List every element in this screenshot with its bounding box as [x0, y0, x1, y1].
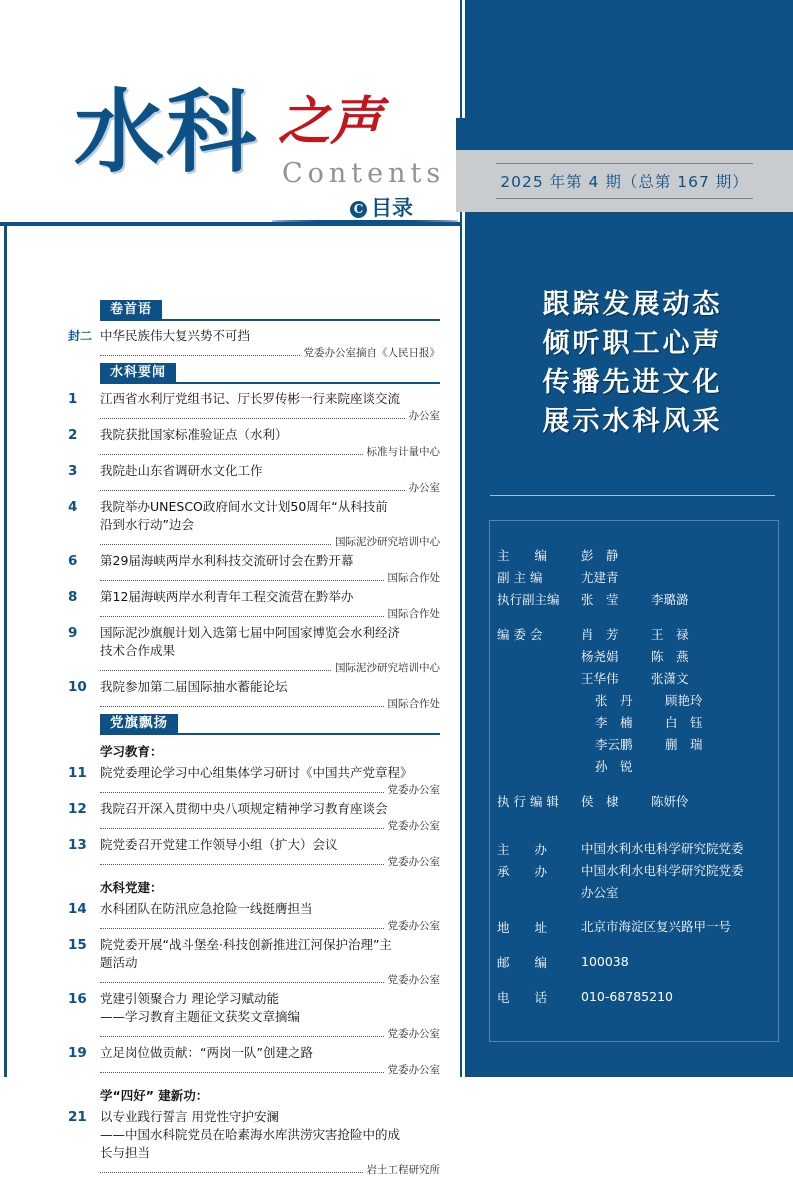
toc-entry[interactable]: [68, 764, 440, 797]
toc-entry-title: [100, 990, 440, 1026]
slogan-line-1: 跟踪发展动态: [542, 289, 723, 320]
source-name: 党委办公室: [387, 856, 440, 868]
issue-label: [456, 150, 793, 212]
toc-entry[interactable]: [68, 678, 440, 711]
toc-section: [68, 714, 440, 1177]
source-name: 党委办公室: [387, 1028, 440, 1040]
leader-dots: [100, 1071, 384, 1073]
toc-page-number: 15: [68, 937, 87, 953]
staff-name: 张 莹: [581, 592, 619, 607]
leader-dots: [100, 1171, 363, 1173]
toc-entry-title: 江西省水利厅党组书记、厅长罗传彬一行来院座谈交流: [100, 391, 401, 406]
toc-section-header: [68, 300, 440, 319]
toc-entry-title: 我院获批国家标准验证点（水利）: [100, 427, 288, 442]
leader-dots: [100, 489, 405, 491]
toc-entry-title-line1: 院党委开展“战斗堡垒·科技创新推进江河保护治理”主: [100, 937, 392, 952]
toc-entry-source: [100, 534, 440, 549]
toc-page-number: 1: [68, 391, 78, 407]
staff-name: 侯 棣: [581, 794, 619, 809]
issue-rule-top: [496, 163, 753, 164]
toc-entry-source: [100, 696, 440, 711]
staff-name: 彭 静: [581, 548, 619, 563]
toc-entry-source: [100, 480, 440, 495]
contents-label-cn: [350, 192, 413, 222]
toc-entry-title-line1: 国际泥沙旗舰计划入选第七届中阿国家博览会水利经济: [100, 625, 401, 640]
toc-page-number: 8: [68, 589, 78, 605]
toc-entry-title-line1: 我院举办UNESCO政府间水文计划50周年“从科技前: [100, 499, 388, 514]
slogan-block: [472, 285, 793, 441]
staff-value: 010-68785210: [581, 989, 673, 1004]
toc-entry-source: [100, 408, 440, 423]
staff-name: 李璐潞: [651, 592, 689, 607]
toc-entry-title: [100, 624, 440, 660]
source-name: 国际合作处: [387, 608, 440, 620]
toc-entry[interactable]: [68, 1108, 440, 1177]
staff-role: [497, 756, 581, 777]
masthead-rule: [0, 222, 460, 226]
source-name: 岩土工程研究所: [366, 1164, 440, 1176]
toc-page-number: 13: [68, 837, 87, 853]
staff-name: 李云鹏: [595, 737, 633, 752]
staff-role: 副 主 编: [497, 570, 543, 585]
toc-section-title: 党旗飘扬: [100, 714, 178, 733]
toc-entry-source: [100, 444, 440, 459]
staff-name: 顾艳玲: [665, 693, 703, 708]
issue-bar-shadow: [456, 118, 793, 150]
staff-row: [497, 712, 771, 733]
source-name: 党委办公室: [387, 974, 440, 986]
toc-entry-title: 院党委理论学习中心组集体学习研讨《中国共产党章程》: [100, 765, 413, 780]
slogan-line-4: 展示水科风采: [542, 406, 723, 437]
toc-subsection-title: 水科党建：: [100, 880, 163, 895]
source-name: 办公室: [408, 482, 440, 494]
staff-row: [497, 917, 771, 938]
staff-value: 中国水利水电科学研究院党委: [581, 863, 744, 878]
staff-row: [497, 987, 771, 1008]
leader-dots: [100, 669, 331, 671]
toc-entry-title-line2: 沿到水行动”边会: [100, 517, 194, 532]
left-margin-rule: [4, 226, 7, 1077]
staff-role: 执行副主编: [497, 592, 560, 607]
staff-row: [497, 545, 771, 566]
staff-row: [497, 861, 771, 882]
staff-name: 张 丹: [595, 693, 633, 708]
leader-dots: [100, 827, 384, 829]
toc-entry[interactable]: [68, 990, 440, 1041]
staff-value: 100038: [581, 954, 629, 969]
toc-section: [68, 300, 440, 360]
toc-entry-source: [100, 660, 440, 675]
toc-section: [68, 363, 440, 711]
source-name: 办公室: [408, 410, 440, 422]
leader-dots: [100, 863, 384, 865]
leader-dots: [100, 1035, 384, 1037]
toc-entry-title: [100, 1108, 440, 1162]
toc-entry-source: [100, 1162, 440, 1177]
toc-page-number: 6: [68, 553, 78, 569]
toc-section-rule: [100, 733, 440, 735]
leader-dots: [100, 354, 300, 356]
staff-row: [497, 839, 771, 860]
staff-role: [497, 883, 581, 903]
toc-entry[interactable]: [68, 936, 440, 987]
toc-entry-source: [100, 918, 440, 933]
toc-entry-source: [100, 972, 440, 987]
staff-row: [497, 589, 771, 610]
toc-page-number: 9: [68, 625, 78, 641]
contents-label-en: Contents: [282, 158, 446, 189]
source-name: 国际合作处: [387, 572, 440, 584]
toc-entry-title: 我院参加第二届国际抽水蓄能论坛: [100, 679, 288, 694]
toc-entry-source: [100, 854, 440, 869]
leader-dots: [100, 981, 384, 983]
toc-entry[interactable]: [68, 624, 440, 675]
toc-page-number: 封二: [68, 329, 93, 343]
staff-row: [497, 883, 771, 903]
toc-page-number: 10: [68, 679, 87, 695]
toc-section-header: [68, 714, 440, 733]
staff-name: 白 钰: [665, 715, 703, 730]
toc-entry[interactable]: [68, 462, 440, 495]
staff-row: [497, 734, 771, 755]
toc-page-number: 2: [68, 427, 78, 443]
toc-entry-title-line2: 技术合作成果: [100, 643, 176, 658]
staff-role: [497, 734, 581, 755]
toc-page-number: 19: [68, 1045, 87, 1061]
source-name: 党委办公室摘自《人民日报》: [303, 347, 440, 359]
toc-entry[interactable]: [68, 552, 440, 585]
leader-dots: [100, 615, 384, 617]
toc-entry-title: [100, 498, 440, 534]
staff-role: 地 址: [497, 920, 548, 935]
toc-page-number: 4: [68, 499, 78, 515]
staff-role: 主 办: [497, 842, 548, 857]
toc-entry-source: [100, 1062, 440, 1077]
staff-role: [497, 712, 581, 733]
staff-role: 电 话: [497, 990, 548, 1005]
staff-row: [497, 567, 771, 588]
toc-page-number: 21: [68, 1109, 87, 1125]
staff-role: 编 委 会: [497, 627, 543, 642]
staff-name: 陈妍伶: [651, 794, 689, 809]
source-name: 党委办公室: [387, 1064, 440, 1076]
source-name: 国际泥沙研究培训中心: [335, 662, 440, 674]
staff-name: 肖 芳: [581, 627, 619, 642]
masthead: [60, 80, 460, 220]
toc-entry-title: 我院召开深入贯彻中央八项规定精神学习教育座谈会: [100, 801, 388, 816]
toc-entry-title: 第29届海峡两岸水利科技交流研讨会在黔开幕: [100, 553, 354, 568]
staff-row: [497, 668, 771, 689]
staff-row: [497, 624, 771, 645]
toc-entry-title: 立足岗位做贡献：“两岗一队”创建之路: [100, 1045, 313, 1060]
contents-label-cn-text: 目录: [371, 196, 413, 220]
toc-page-number: 14: [68, 901, 87, 917]
toc-entry[interactable]: [68, 426, 440, 459]
toc-entry-title: 院党委召开党建工作领导小组（扩大）会议: [100, 837, 338, 852]
staff-list: [497, 545, 771, 1009]
toc-entry-title-line2: ——中国水科院党员在哈素海水库洪涝灾害抢险中的成: [100, 1127, 401, 1142]
staff-value: 办公室: [581, 885, 619, 900]
magazine-title-accent: 之声: [278, 91, 383, 152]
slogan-line-2: 倾听职工心声: [542, 328, 723, 359]
staff-role: 承 办: [497, 864, 548, 879]
slogan-divider: [490, 495, 775, 496]
toc-subsection-title: 学习教育：: [100, 744, 163, 759]
toc-entry-source: [100, 345, 440, 360]
staff-name: 蒯 瑞: [665, 737, 703, 752]
staff-row: [497, 646, 771, 667]
source-name: 党委办公室: [387, 920, 440, 932]
toc-entry-source: [100, 570, 440, 585]
toc-section-title: 卷首语: [100, 300, 162, 319]
source-name: 国际合作处: [387, 698, 440, 710]
staff-row: [497, 756, 771, 777]
slogan-line-3: 传播先进文化: [542, 367, 723, 398]
toc-entry[interactable]: [68, 900, 440, 933]
staff-name: 尤建青: [581, 570, 619, 585]
source-name: 党委办公室: [387, 820, 440, 832]
toc-entry-title-line2: 题活动: [100, 955, 138, 970]
toc-entry-title: 第12届海峡两岸水利青年工程交流营在黔举办: [100, 589, 354, 604]
staff-name: 张潇文: [651, 671, 689, 686]
leader-dots: [100, 927, 384, 929]
leader-dots: [100, 417, 405, 419]
toc-entry-source: [100, 1026, 440, 1041]
c-mark-icon: C: [350, 201, 367, 218]
staff-name: 陈 燕: [651, 649, 689, 664]
staff-value: 北京市海淀区复兴路甲一号: [581, 919, 732, 934]
source-name: 国际泥沙研究培训中心: [335, 536, 440, 548]
toc-subsection-title: 学“四好” 建新功：: [100, 1088, 209, 1103]
staff-row: [497, 952, 771, 973]
leader-dots: [100, 791, 384, 793]
staff-row: [497, 690, 771, 711]
toc-entry-title: [100, 936, 440, 972]
staff-role: [497, 690, 581, 711]
toc-section-header: [68, 363, 440, 382]
leader-dots: [100, 453, 363, 455]
source-name: 党委办公室: [387, 784, 440, 796]
toc-page-number: 11: [68, 765, 87, 781]
table-of-contents: [68, 300, 440, 1180]
toc-entry[interactable]: [68, 390, 440, 423]
toc-entry-title: 水科团队在防汛应急抢险一线挺膺担当: [100, 901, 313, 916]
toc-entry-source: [100, 782, 440, 797]
toc-entry-title-line2: ——学习教育主题征文获奖文章摘编: [100, 1009, 301, 1024]
toc-section-rule: [100, 382, 440, 384]
staff-value: 中国水利水电科学研究院党委: [581, 841, 744, 856]
staff-name: 孙 锐: [595, 759, 633, 774]
issue-text: 2025 年第 4 期（总第 167 期）: [500, 173, 749, 191]
staff-role: [497, 646, 581, 667]
toc-page-number: 3: [68, 463, 78, 479]
toc-entry-source: [100, 818, 440, 833]
toc-entry[interactable]: [68, 327, 440, 360]
staff-name: 李 楠: [595, 715, 633, 730]
staff-name: 王 禄: [651, 627, 689, 642]
toc-section-title: 水科要闻: [100, 363, 176, 382]
toc-entry[interactable]: [68, 498, 440, 549]
toc-entry-title-line1: 党建引领聚合力 理论学习赋动能: [100, 991, 279, 1006]
toc-page-number: 12: [68, 801, 87, 817]
toc-entry-title-line3: 长与担当: [100, 1145, 151, 1160]
toc-entry[interactable]: [68, 588, 440, 621]
source-name: 标准与计量中心: [366, 446, 440, 458]
staff-row: [497, 791, 771, 812]
leader-dots: [100, 705, 384, 707]
toc-entry-title: 中华民族伟大复兴势不可挡: [100, 328, 251, 343]
magazine-title-main: 水科: [74, 80, 258, 185]
staff-role: 执 行 编 辑: [497, 794, 559, 809]
staff-role: 主 编: [497, 548, 548, 563]
toc-entry[interactable]: [68, 1044, 440, 1077]
toc-page-number: 16: [68, 991, 87, 1007]
issue-rule-bottom: [496, 198, 753, 199]
staff-name: 杨尧娟: [581, 649, 619, 664]
toc-entry-title-line1: 以专业践行誓言 用党性守护安澜: [100, 1109, 279, 1124]
toc-section-rule: [100, 319, 440, 321]
toc-entry-title: 我院赴山东省调研水文化工作: [100, 463, 263, 478]
staff-role: 邮 编: [497, 955, 548, 970]
toc-entry-source: [100, 606, 440, 621]
staff-name: 王华伟: [581, 671, 619, 686]
leader-dots: [100, 579, 384, 581]
leader-dots: [100, 543, 331, 545]
toc-entry[interactable]: [68, 836, 440, 869]
staff-role: [497, 668, 581, 689]
toc-entry[interactable]: [68, 800, 440, 833]
